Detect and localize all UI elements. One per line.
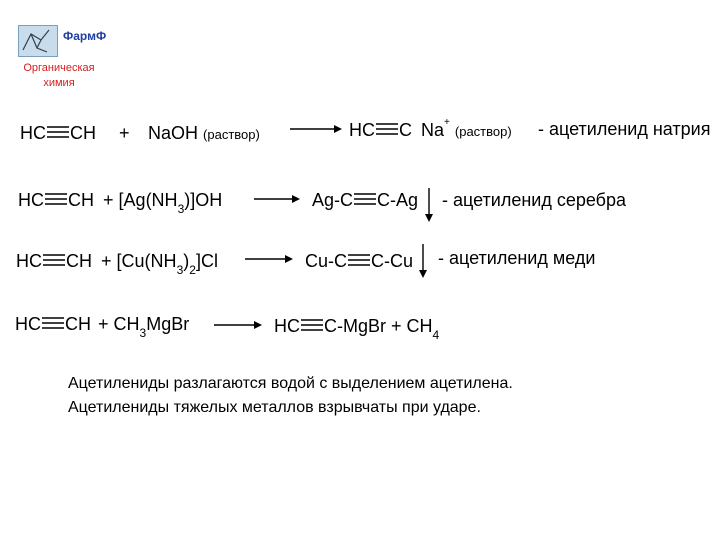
product-left: Ag-C: [312, 190, 354, 210]
logo-title: ФармФ: [63, 29, 107, 43]
reaction-2-reactants: [18, 190, 223, 216]
arrow-icon: [214, 320, 262, 330]
logo-subtitle-line1: Органическая: [23, 62, 95, 74]
reagent-subscript: 3: [139, 326, 147, 340]
formula-hc: HC: [20, 123, 46, 143]
product-charge: +: [444, 117, 450, 128]
formula-hc: HC: [16, 251, 42, 271]
logo-subtitle: [10, 61, 108, 91]
product-left: HC: [274, 316, 300, 336]
reaction-2-product: [312, 190, 418, 211]
reaction-4-reactants: [15, 314, 190, 340]
formula-ch: CH: [68, 190, 94, 210]
precipitate-arrow-icon: [424, 188, 434, 222]
triple-bond-icon: [376, 122, 398, 136]
plus-sign: +: [103, 190, 114, 210]
product-hc: HC: [349, 120, 375, 140]
arrow-icon: [254, 194, 300, 204]
arrow-icon: [290, 124, 342, 134]
triple-bond-icon: [354, 192, 376, 206]
formula-ch: CH: [65, 314, 91, 334]
formula-ch: CH: [70, 123, 96, 143]
logo-icon: [18, 25, 58, 57]
formula-hc: HC: [18, 190, 44, 210]
triple-bond-icon: [301, 318, 323, 332]
formula-hc: HC: [15, 314, 41, 334]
reagent-subscript-2: 2: [189, 263, 196, 277]
reaction-3-product: [305, 251, 413, 272]
reagent-part-b: ): [183, 251, 190, 271]
reagent-formula: NaOH: [148, 123, 199, 143]
triple-bond-icon: [43, 253, 65, 267]
triple-bond-icon: [42, 316, 64, 330]
reaction-3-description: - ацетиленид меди: [438, 248, 596, 268]
reagent-subscript-1: 3: [176, 263, 184, 277]
reagent-part-a: [Cu(NH: [116, 251, 177, 271]
reagent-part-b: MgBr: [146, 314, 190, 334]
formula-ch: CH: [66, 251, 92, 271]
reagent-part-c: ]Cl: [195, 251, 218, 271]
reagent-part-b: )]OH: [184, 190, 223, 210]
arrow-icon: [245, 254, 293, 264]
reaction-2-description: - ацетиленид серебра: [442, 190, 626, 210]
triple-bond-icon: [47, 125, 69, 139]
product-c: C: [399, 120, 412, 140]
reaction-1-description: - ацетиленид натрия: [538, 119, 711, 139]
reagent-subscript: 3: [177, 202, 185, 216]
product-left: Cu-C: [305, 251, 348, 271]
triple-bond-icon: [45, 192, 67, 206]
precipitate-arrow-icon: [418, 244, 428, 278]
plus-sign: +: [101, 251, 112, 271]
reaction-1-product: [349, 117, 512, 141]
plus-sign: +: [119, 123, 130, 143]
product-na: Na: [421, 120, 445, 140]
plus-sign: +: [98, 314, 109, 334]
product-note: (раствор): [454, 124, 512, 139]
triple-bond-icon: [348, 253, 370, 267]
reagent-part-a: CH: [113, 314, 140, 334]
product-subscript: 4: [432, 328, 440, 342]
reagent-part-a: [Ag(NH: [118, 190, 178, 210]
product-middle: C-MgBr + CH: [324, 316, 433, 336]
note-line-1: Ацетилениды разлагаются водой с выделением ацетилена.: [68, 375, 513, 392]
logo-subtitle-line2: химия: [43, 77, 75, 89]
note-line-2: Ацетилениды тяжелых металлов взрывчаты при ударе.: [68, 399, 481, 416]
product-right: C-Cu: [371, 251, 414, 271]
reaction-4-product: [274, 316, 440, 342]
reaction-3-reactants: [16, 251, 218, 277]
reagent-note: (раствор): [203, 127, 260, 142]
reaction-1-reagent: [148, 123, 260, 144]
product-right: C-Ag: [377, 190, 419, 210]
reaction-1-reactants: [20, 123, 96, 144]
